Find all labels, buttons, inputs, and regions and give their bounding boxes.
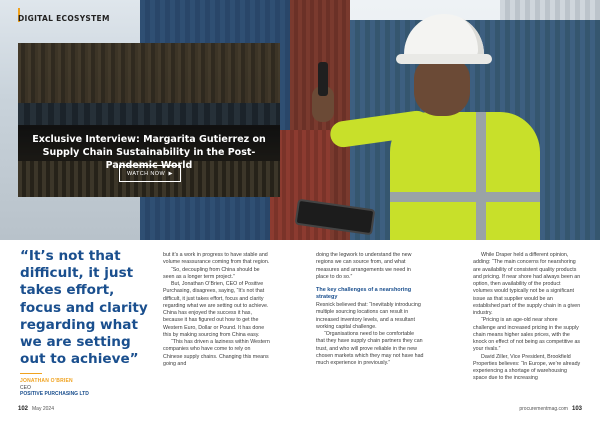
vest-reflective-stripe — [476, 112, 486, 240]
paragraph: “Organisations need to be comfortable that they have supply chain partners they can trust, and who will prove reliable in the new chosen markets which they may not have had much experience in previously.” — [316, 331, 424, 366]
safety-vest — [390, 112, 540, 240]
paragraph: But, Jonathan O’Brien, CEO of Positive Purchasing, disagrees, saying, “It’s not that difficult, it just takes effort, focus and clarity regarding what we are setting out to achieve. China has enjoyed the success it has, because it has figured out how to get the Western Euro, Dollar or Pound. It has done this by making sourcing from China easy. — [163, 281, 269, 338]
issue-date: May 2024 — [32, 406, 54, 412]
quote-attribution-name: JONATHAN O’BRIEN — [20, 378, 73, 384]
folio-right — [519, 406, 582, 412]
article-column-1 — [163, 252, 271, 368]
quote-attribution-org: POSITIVE PURCHASING LTD — [20, 391, 89, 397]
article-column-2 — [316, 252, 424, 367]
play-icon — [168, 171, 173, 176]
page-number-left: 102 — [18, 406, 29, 412]
paragraph: David Ziller, Vice President, Brookfield Properties believes: “In Europe, we’re already experiencing a shortage of warehousing space due to the increasing — [473, 353, 581, 382]
paragraph: Resnick believed that: “Inevitably introducing multiple sourcing locations can result in increased inventory levels, and a resultant working capital challenge. — [316, 302, 421, 330]
hard-hat-brim — [396, 54, 492, 64]
video-title: Exclusive Interview: Margarita Gutierrez on Supply Chain Sustainability in the Post-Pandemic World — [32, 134, 266, 171]
page-number-right: 103 — [571, 406, 582, 412]
watch-now-label: WATCH NOW — [126, 170, 166, 177]
subheading: The key challenges of a nearshoring strategy — [316, 287, 412, 300]
paragraph: “Pricing is an age-old near shore challenge and increased pricing in the supply chain means higher sales prices, with the knock on effect of not being as competitive as your rivals.” — [473, 317, 581, 353]
worker-head — [414, 58, 470, 116]
watch-now-button[interactable] — [119, 165, 181, 182]
video-card[interactable] — [18, 43, 280, 197]
paragraph: doing the legwork to understand the new regions we can source from, and what measures and arrangements we need in place to do so.” — [316, 252, 412, 280]
walkie-talkie-icon — [318, 62, 328, 96]
paragraph: While Draper held a different opinion, adding: “The main concerns for nearshoring are availability of consistent quality products and pricing. If near shore had always been an option, then availability of the product volumes would typically not be a significant issue as that supplier would be an established part of the supply chain in a given industry. — [473, 252, 581, 316]
vest-reflective-stripe — [390, 192, 540, 202]
section-label: DIGITAL ECOSYSTEM — [18, 14, 110, 23]
paragraph: but it’s a work in progress to have stable and volume reassurance coming from that region. — [163, 252, 270, 266]
quote-divider — [20, 373, 42, 374]
paragraph: “So, decoupling from China should be seen as a longer term project.” — [163, 266, 260, 280]
pull-quote: “It’s not that difficult, it just takes effort, focus and clarity regarding what we are setting out to achieve” — [20, 248, 148, 368]
folio-left — [18, 406, 54, 412]
article-column-3 — [473, 252, 581, 383]
paragraph: “This has driven a laziness within Western companies who have come to rely on Chinese supply chains. Changing this means going and — [163, 339, 270, 367]
worker-figure — [380, 10, 570, 240]
site-url[interactable]: procurementmag.com — [519, 406, 568, 412]
quote-attribution-role: CEO — [20, 385, 31, 391]
